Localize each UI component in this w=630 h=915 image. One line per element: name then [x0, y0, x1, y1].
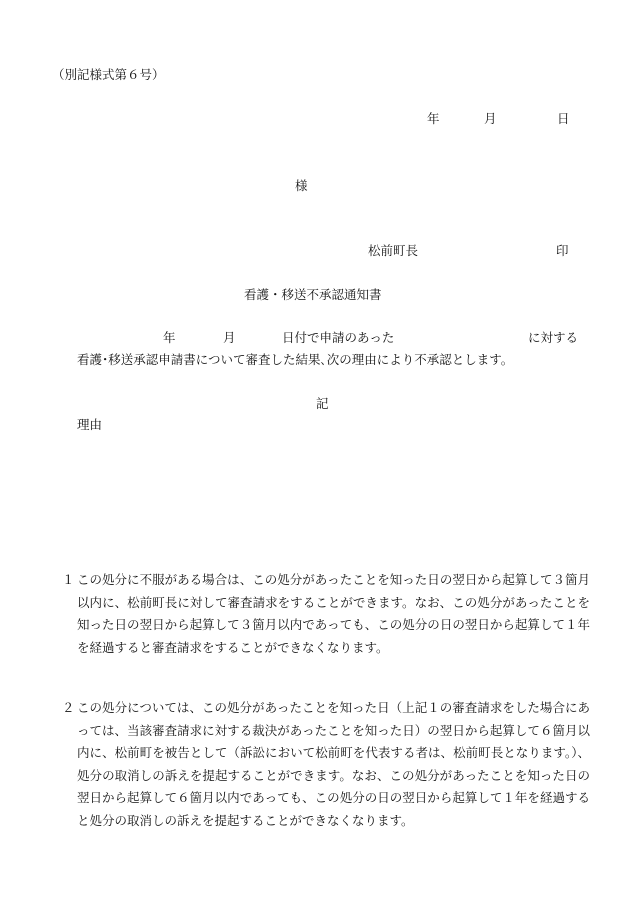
reason-label: 理由	[77, 417, 103, 432]
document-title: 看護・移送不承認通知書	[244, 287, 382, 302]
addressee-suffix: 様	[295, 178, 308, 193]
note-number: １	[62, 572, 75, 587]
note-number: ２	[62, 700, 75, 715]
note-text: この処分に不服がある場合は、この処分があったことを知った日の翌日から起算して３箇月以内に、松前町長に対して審査請求をすることができます。なお、この処分があったことを知った日の翌日から起算して３箇月以内であっても、この処分の日の翌日から起算して１年を経過すると審査請求をすることができなくなります。	[77, 572, 590, 655]
body-month-label: 月	[223, 330, 236, 345]
ki-marker: 記	[316, 396, 329, 411]
body-line-2: 看護･移送承認申請書について審査した結果､次の理由により不承認とします。	[77, 352, 514, 367]
seal-mark: 印	[556, 243, 569, 258]
note-text: この処分については、この処分があったことを知った日（上記１の審査請求をした場合にあっては、当該審査請求に対する裁決があったことを知った日）の翌日から起算して６箇月以内に、松前町を被告として（訴訟において松前町を代表する者は、松前町長となります。）、処分の取消しの訴えを提起することができます。なお、この処分があったことを知った日の翌日から起算して６箇月以内であっても、この処分の日の翌日から起算して１年を経過すると処分の取消しの訴えを提起することができなくなります。	[77, 700, 590, 828]
body-year-label: 年	[163, 330, 176, 345]
date-month-label: 月	[484, 111, 497, 126]
body-date-phrase: 日付で申請のあった	[282, 330, 395, 345]
note-2	[62, 697, 590, 832]
body-suffix: に対する	[528, 330, 579, 345]
issuer-title: 松前町長	[368, 243, 419, 258]
form-label: （別記様式第６号）	[52, 67, 165, 82]
date-day-label: 日	[557, 111, 570, 126]
note-1	[62, 569, 590, 659]
date-year-label: 年	[427, 111, 440, 126]
